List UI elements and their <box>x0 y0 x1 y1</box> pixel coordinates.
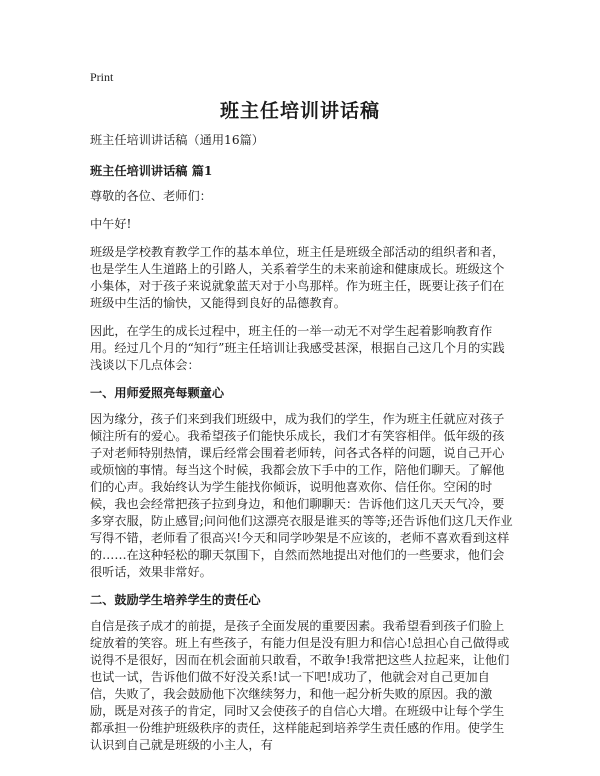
article-heading: 班主任培训讲话稿 篇1 <box>90 164 213 178</box>
section-heading-1: 一、用师爱照亮每颗童心 <box>90 386 225 400</box>
salutation: 中午好! <box>90 217 132 231</box>
section-heading-2: 二、鼓励学生培养学生的责任心 <box>90 593 261 607</box>
paragraph-intro-2: 因此，在学生的成长过程中，班主任的一举一动无不对学生起着影响教育作用。经过几个月的“知行”班主任培训让我感受甚深，根据自己这几个月的实践浅谈以下几点体会： <box>90 324 505 372</box>
document-subtitle: 班主任培训讲话稿（通用16篇） <box>90 133 264 147</box>
section-2-paragraph: 自信是孩子成才的前提，是孩子全面发展的重要因素。我希望看到孩子们脸上绽放着的笑容。班上有些孩子，有能力但是没有胆力和信心!总担心自己做得或说得不是很好，因而在机会面前只敢看，不敢争!我常把这些人拉起来，让他们也试一试，告诉他们做不好没关系!试一下吧!成功了，他就会对自己更加自信，失败了，我会鼓励他下次继续努力，和他一起分析失败的原因。我的激励，既是对孩子的肯定，同时又会使孩子的自信心大增。在班级中让每个学生都承担一份维护班级秩序的责任，这样能起到培养学生责任感的作用。使学生认识到自己就是班级的小主人，有 <box>90 619 510 752</box>
section-1-paragraph: 因为缘分，孩子们来到我们班级中，成为我们的学生，作为班主任就应对孩子倾注所有的爱心。我希望孩子们能快乐成长，我们才有笑容相伴。低年级的孩子对老师特别热情，课后经常会围着老师转，问各式各样的问题，说自己开心或烦恼的事情。每当这个时候，我都会放下手中的工作，陪他们聊天。了解他们的心声。我始终认为学生能找你倾诉，说明他喜欢你、信任你。空闲的时候，我也会经常把孩子拉到身边，和他们聊聊天：告诉他们这几天天气冷，要多穿衣服，防止感冒;问问他们这漂亮衣服是谁买的等等;还告诉他们这几天作业写得不错，老师看了很高兴!今天和同学吵架是不应该的，老师不喜欢看到这样的……在这种轻松的聊天氛围下，自然而然地提出对他们的一些要求，他们会很听话，效果非常好。 <box>90 412 513 579</box>
greeting: 尊敬的各位、老师们： <box>90 189 212 203</box>
print-link[interactable]: Print <box>90 70 114 84</box>
document-title: 班主任培训讲话稿 <box>219 100 380 122</box>
paragraph-intro-1: 班级是学校教育教学工作的基本单位，班主任是班级全部活动的组织者和者，也是学生人生道路上的引路人，关系着学生的未来前途和健康成长。班级这个小集体，对于孩子来说就象蓝天对于小鸟那样。作为班主任，既要让孩子们在班级中生活的愉快，又能得到良好的品德教育。 <box>90 245 505 310</box>
document-body <box>90 132 514 765</box>
